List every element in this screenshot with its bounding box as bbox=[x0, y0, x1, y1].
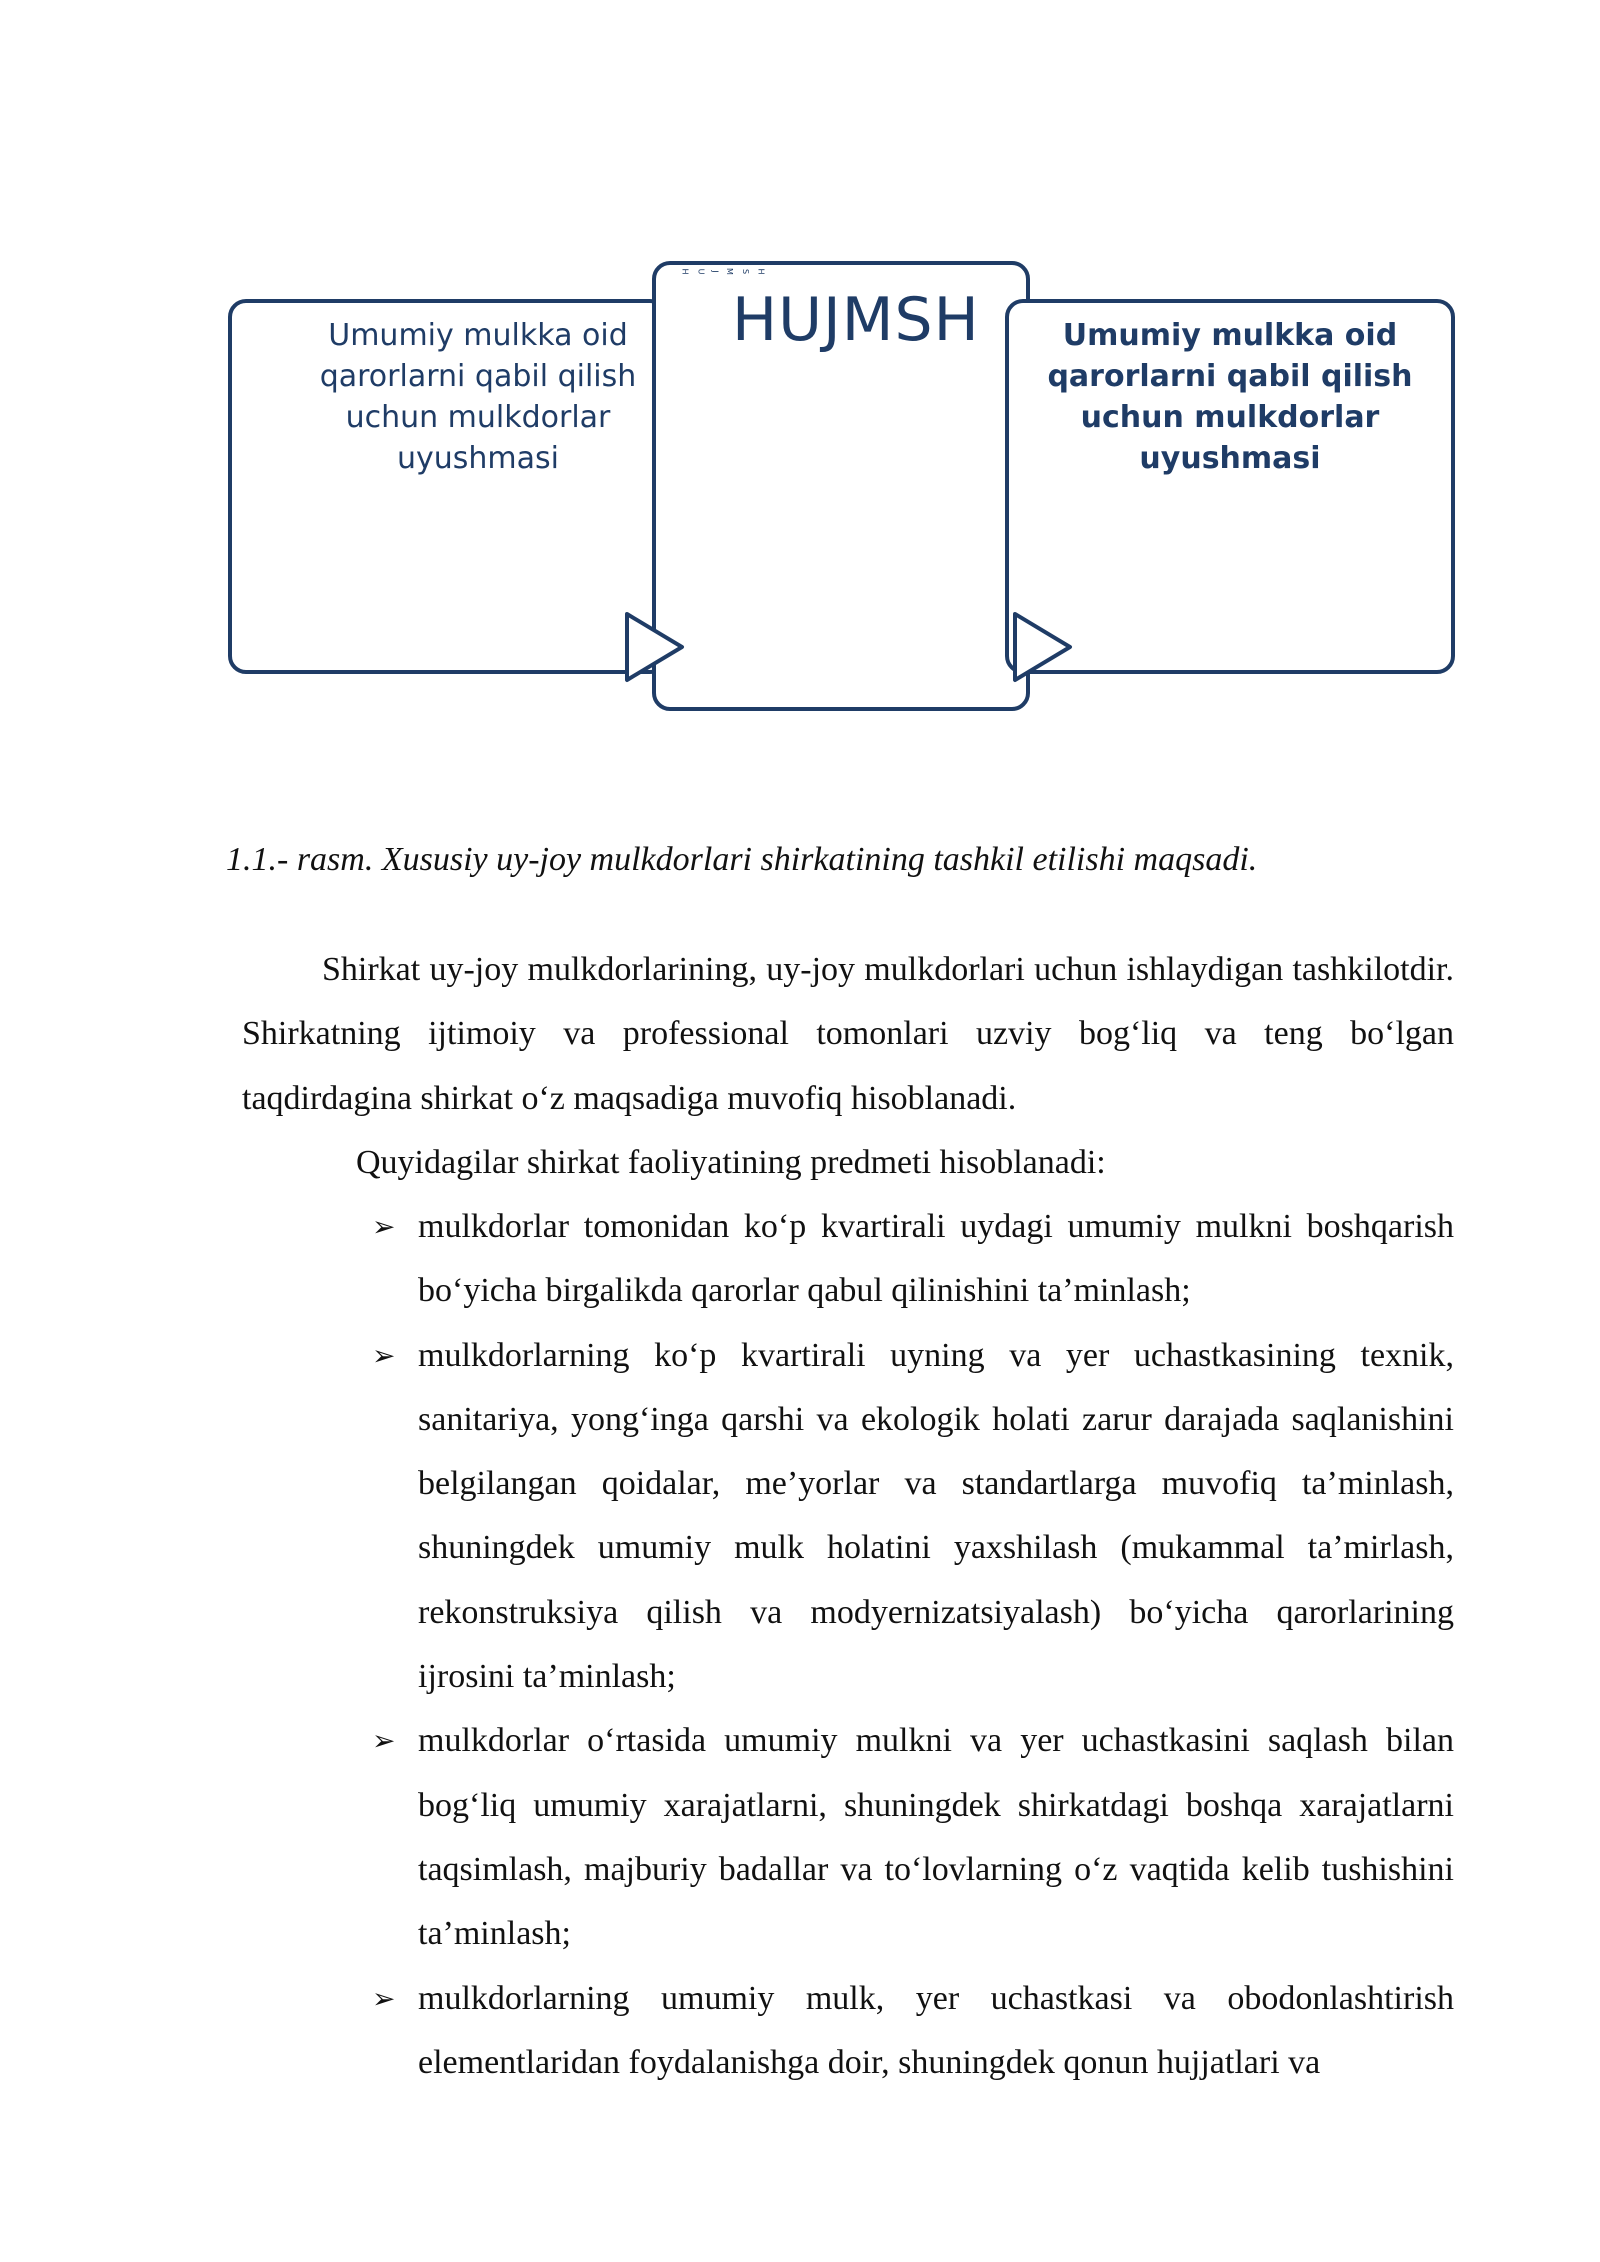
diagram bbox=[0, 0, 1600, 760]
list-item-text: mulkdorlarning umumiy mulk, yer uchastkasi va obodonlashtirish elementlaridan foydalanishga doir, shuningdek qonun hujjatlari va bbox=[418, 1979, 1454, 2081]
left-box-line: uyushmasi bbox=[397, 441, 559, 476]
center-box bbox=[652, 261, 1030, 711]
list-item-text: mulkdorlarning ko‘p kvartirali uyning va yer uchastkasining texnik, sanitariya, yong‘inga qarshi va ekologik holati zarur darajada saqlanishini belgilangan qoidalar, me’yorlar va standartlarga muvofiq ta’minlash, shuningdek umumiy mulk holatini yaxshilash (mukammal ta’mirlash, rekonstruksiya qilish va modyernizatsiyalash) bo‘yicha qarorlarining ijrosini ta’minlash; bbox=[418, 1336, 1454, 1696]
arrowhead-bullet-icon: ➢ bbox=[372, 1724, 396, 1758]
left-box-line: qarorlarni qabil qilish bbox=[319, 359, 637, 394]
center-box-tiny-letters bbox=[682, 267, 782, 276]
tiny-letter: S bbox=[741, 268, 751, 275]
tiny-letter: J bbox=[710, 270, 720, 273]
right-box-line: qarorlarni qabil qilish bbox=[1047, 359, 1413, 394]
center-box-title: HUJMSH bbox=[732, 285, 980, 355]
right-box-line: Umumiy mulkka oid bbox=[1062, 318, 1398, 353]
subject-list bbox=[372, 1195, 1454, 2095]
tiny-letter: M bbox=[725, 268, 735, 275]
left-box-line: Umumiy mulkka oid bbox=[328, 318, 628, 353]
right-box-line: uchun mulkdorlar bbox=[1080, 400, 1380, 435]
left-box-text bbox=[232, 315, 664, 479]
list-item bbox=[372, 1324, 1454, 1710]
list-item bbox=[372, 1967, 1454, 2096]
right-box-text bbox=[1009, 315, 1451, 479]
arrowhead-bullet-icon: ➢ bbox=[372, 1338, 396, 1372]
right-arrow-icon bbox=[622, 609, 688, 685]
body-paragraph: Shirkat uy-joy mulkdorlarining, uy-joy mulkdorlari uchun ishlaydigan tashkilotdir. Shirkatning ijtimoiy va professional tomonlari uzviy bog‘liq va teng bo‘lgan taqdirdagina shirkat o‘z maqsadiga muvofiq hisoblanadi. bbox=[242, 951, 1454, 1117]
tiny-letter: U bbox=[696, 268, 706, 275]
tiny-letter: H bbox=[680, 268, 690, 275]
tiny-letter: H bbox=[756, 268, 766, 275]
arrowhead-bullet-icon: ➢ bbox=[372, 1210, 396, 1243]
right-arrow-icon bbox=[1010, 609, 1076, 685]
list-item bbox=[372, 1195, 1454, 1324]
list-item bbox=[372, 1709, 1454, 1966]
list-item-text: mulkdorlar o‘rtasida umumiy mulkni va yer uchastkasini saqlash bilan bog‘liq umumiy xarajatlarni, shuningdek shirkatdagi boshqa xarajatlarni taqsimlash, majburiy badallar va to‘lovlarning o‘z vaqtida kelib tushishini ta’minlash; bbox=[418, 1722, 1454, 1953]
left-box-line: uchun mulkdorlar bbox=[345, 400, 611, 435]
list-intro: Quyidagilar shirkat faoliyatining predmeti hisoblanadi: bbox=[356, 1144, 1106, 1181]
left-box bbox=[228, 299, 668, 674]
list-item-text: mulkdorlar tomonidan ko‘p kvartirali uydagi umumiy mulkni boshqarish bo‘yicha birgalikda qarorlar qabul qilinishini ta’minlash; bbox=[418, 1208, 1454, 1310]
arrowhead-bullet-icon: ➢ bbox=[372, 1981, 396, 2015]
figure-caption: 1.1.- rasm. Xususiy uy-joy mulkdorlari shirkatining tashkil etilishi maqsadi. bbox=[226, 841, 1258, 878]
right-box-line: uyushmasi bbox=[1139, 441, 1321, 476]
